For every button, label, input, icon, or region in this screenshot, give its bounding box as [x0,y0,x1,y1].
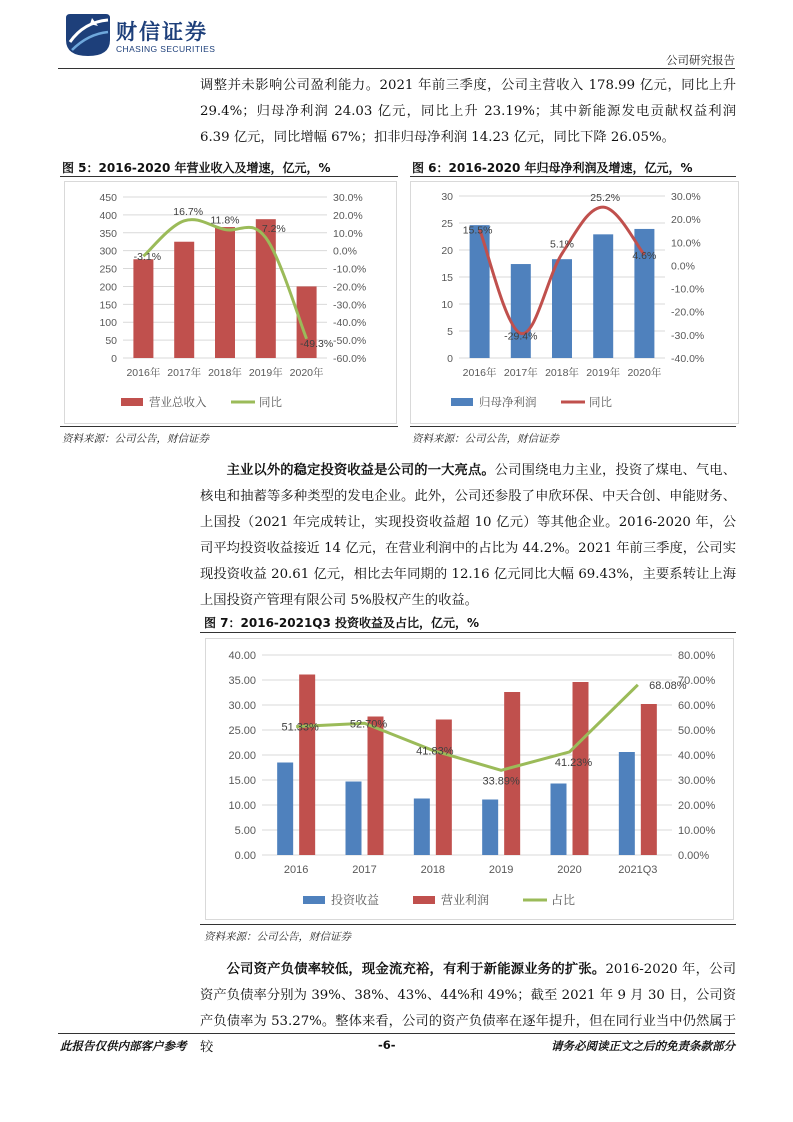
y-left-tick-label: 0.00 [234,850,256,862]
fig7-chart [205,638,734,920]
x-tick-label: 2016年 [126,367,161,379]
x-tick-label: 2020年 [289,367,324,379]
x-tick-label: 2016 [283,864,309,876]
fig5-title-rule [60,176,398,177]
y-left-tick-label: 150 [99,299,117,312]
x-tick-label: 2019年 [586,367,621,379]
y-right-tick-label: 60.00% [678,700,716,712]
y-right-tick-label: 30.0% [333,192,363,204]
data-label: 68.08% [649,679,687,692]
bar-归母净利润 [632,229,657,358]
data-label: -29.4% [504,330,538,343]
y-left-tick-label: 450 [99,192,117,204]
y-right-tick-label: 0.0% [671,260,695,273]
y-right-tick-label: 20.00% [678,800,716,812]
fig7-title: 图 7：2016-2021Q3 投资收益及占比，亿元，% [204,616,480,630]
fig7-chart-svg [206,639,733,919]
bar-营业利润 [504,692,520,855]
data-label: 41.83% [416,745,454,758]
bar-营业总收入 [174,242,194,358]
footer-disclaimer-left: 此报告仅供内部客户参考 [60,1039,187,1053]
legend-label: 占比 [551,893,576,907]
bar-投资收益 [277,763,293,856]
legend-label: 营业总收入 [149,397,207,409]
bar-营业利润 [368,717,384,856]
y-left-tick-label: 35.00 [228,675,256,687]
y-right-tick-label: 10.0% [333,227,363,240]
y-left-tick-label: 20.00 [228,750,256,762]
y-left-tick-label: 250 [99,263,117,276]
header-rule [58,68,735,69]
fig7-title-rule [200,632,736,633]
bar-营业总收入 [215,227,235,358]
bar-营业利润 [641,704,657,855]
bar-归母净利润 [511,264,531,358]
data-label: 15.5% [462,224,493,237]
y-right-tick-label: -20.0% [671,306,705,319]
y-left-tick-label: 30.00 [228,700,256,712]
investment-text: 公司围绕电力主业，投资了煤电、气电、核电和抽蓄等多种类型的发电企业。此外，公司还参股了申欣环保、中天合创、申能财务、上国投（2021 年完成转让，实现投资收益超 10 亿元）等其他企业。2016-2020 年，公司平均投资收益接近 14 亿元，在营业利润中的占比为 44.2%。2021 年前三季度，公司实现投资收益 20.61 亿元，相比去年同期的 12.16 亿元同比大幅 69.43%，主要系转让上海上国投资产管理有限公司 5%股权产生的收益。 [200,463,737,608]
y-right-tick-label: 80.00% [678,650,716,662]
y-right-tick-label: 20.0% [333,209,363,222]
legend-swatch-营业总收入 [121,398,143,406]
x-tick-label: 2019 [488,864,514,876]
y-left-tick-label: 350 [99,227,117,240]
y-right-tick-label: 70.00% [678,675,716,687]
y-left-tick-label: 200 [99,281,117,294]
y-right-tick-label: 0.0% [333,245,357,258]
y-right-tick-label: 20.0% [671,214,701,227]
fig5-chart [64,181,397,424]
leverage-lead: 公司资产负债率较低，现金流充裕，有利于新能源业务的扩张。 [226,962,606,977]
y-left-tick-label: 0 [111,353,117,365]
bar-归母净利润 [470,225,490,358]
fig5-chart-svg [65,182,396,423]
y-right-tick-label: 10.00% [678,825,716,837]
y-right-tick-label: 30.00% [678,775,716,787]
y-left-tick-label: 20 [441,245,453,257]
legend-label: 同比 [259,397,282,409]
y-left-tick-label: 30 [441,191,453,203]
x-tick-label: 2018年 [208,367,242,379]
bar-投资收益 [414,799,430,856]
investment-paragraph [200,458,736,614]
fig5-bottom-rule [60,426,398,427]
data-label: 4.6% [632,249,657,262]
bar-归母净利润 [593,234,613,358]
logo-name-en: CHASING SECURITIES [116,44,216,54]
fig5-source: 资料来源：公司公告，财信证券 [62,433,209,445]
y-right-tick-label: -40.0% [671,353,705,365]
y-left-tick-label: 5 [447,326,453,338]
x-tick-label: 2017年 [167,367,202,379]
data-label: -49.3% [299,337,334,350]
bar-营业利润 [436,720,452,856]
bar-营业总收入 [133,259,153,358]
bar-投资收益 [619,752,635,855]
logo-emblem-icon [62,12,112,58]
y-right-tick-label: -50.0% [333,335,367,348]
data-label: 5.1% [550,238,574,251]
fig7-source: 资料来源：公司公告，财信证券 [204,931,351,943]
bar-归母净利润 [552,259,572,358]
leverage-text: 2016-2020 年，公司资产负债率分别为 39%、38%、43%、44%和 49%；截至 2021 年 9 月 30 日，公司资产负债率为 53.27%。整体来看，公司的资产负债率在逐年提升，但在同行业当中仍然属于较 [200,962,736,1055]
fig7-bottom-rule [200,924,736,925]
x-tick-label: 2017 [352,864,377,876]
fig6-source: 资料来源：公司公告，财信证券 [412,433,559,445]
footer-page-number: -6- [378,1038,396,1052]
x-tick-label: 2019年 [248,367,283,379]
y-right-tick-label: -10.0% [333,263,367,276]
data-label: 33.89% [482,775,520,788]
fig6-title-rule [410,176,736,177]
data-label: 11.8% [210,214,240,227]
y-left-tick-label: 10 [441,299,453,311]
legend-swatch-营业利润 [413,896,435,904]
y-right-tick-label: -30.0% [333,299,367,312]
data-label: -3.1% [133,251,162,264]
y-right-tick-label: -20.0% [333,281,367,294]
logo-name-cn: 财信证券 [116,20,208,44]
y-left-tick-label: 100 [99,317,117,330]
intro-text: 调整并未影响公司盈利能力。2021 年前三季度，公司主营收入 178.99 亿元，同比上升 29.4%；归母净利润 24.03 亿元，同比上升 23.19%；其中新能源发电贡献权益利润 6.39 亿元，同比增幅 67%；扣非归母净利润 14.23 亿元，同比下降 26.05%。 [200,78,736,145]
y-left-tick-label: 15 [441,272,453,284]
bar-投资收益 [551,784,567,856]
x-tick-label: 2020 [557,864,582,876]
y-left-tick-label: 25 [441,218,453,230]
x-tick-label: 2016年 [462,367,497,379]
y-left-tick-label: 25.00 [228,725,256,737]
bar-营业利润 [299,675,315,856]
y-left-tick-label: 0 [447,353,453,365]
data-label: 25.2% [590,192,621,205]
legend-label: 同比 [589,397,612,409]
intro-paragraph [200,73,736,151]
data-label: 41.23% [554,756,593,769]
legend-label: 投资收益 [331,893,380,907]
footer-disclaimer-right: 请务必阅读正文之后的免责条款部分 [551,1039,735,1053]
fig6-bottom-rule [410,426,736,427]
y-right-tick-label: 50.00% [678,725,716,737]
y-right-tick-label: -30.0% [671,329,705,342]
legend-swatch-归母净利润 [451,398,473,406]
y-left-tick-label: 300 [99,245,117,258]
y-right-tick-label: -10.0% [671,283,705,296]
x-tick-label: 2021Q3 [618,864,658,876]
data-label: 16.7% [173,205,204,218]
y-left-tick-label: 15.00 [228,775,256,787]
legend-label: 归母净利润 [479,397,537,409]
y-left-tick-label: 5.00 [234,825,256,837]
y-right-tick-label: -40.0% [333,317,367,330]
data-label: 51.33% [281,721,319,734]
y-right-tick-label: 0.00% [678,850,710,862]
y-left-tick-label: 50 [105,335,117,348]
y-left-tick-label: 10.00 [228,800,256,812]
x-tick-label: 2020年 [627,367,662,379]
bar-投资收益 [482,800,498,856]
legend-swatch-投资收益 [303,896,325,904]
x-tick-label: 2017年 [503,367,538,379]
fig5-title: 图 5：2016-2020 年营业收入及增速，亿元，% [62,161,331,175]
report-type: 公司研究报告 [666,53,735,67]
fig6-chart [410,181,739,424]
fig6-chart-svg [411,182,738,423]
y-right-tick-label: 30.0% [671,191,701,203]
data-label: 52.70% [349,718,388,731]
legend-label: 营业利润 [441,893,490,907]
fig6-title: 图 6：2016-2020 年归母净利润及增速，亿元，% [412,161,693,175]
data-label: 7.2% [261,222,286,235]
x-tick-label: 2018 [420,864,446,876]
y-right-tick-label: 40.00% [678,750,716,762]
y-right-tick-label: 10.0% [671,237,701,250]
company-logo [62,12,222,60]
footer-rule [58,1033,735,1034]
y-left-tick-label: 400 [99,209,117,222]
x-tick-label: 2018年 [545,367,579,379]
investment-lead: 主业以外的稳定投资收益是公司的一大亮点。 [226,463,495,478]
bar-投资收益 [346,782,362,856]
y-left-tick-label: 40.00 [228,650,256,662]
y-right-tick-label: -60.0% [333,353,367,365]
